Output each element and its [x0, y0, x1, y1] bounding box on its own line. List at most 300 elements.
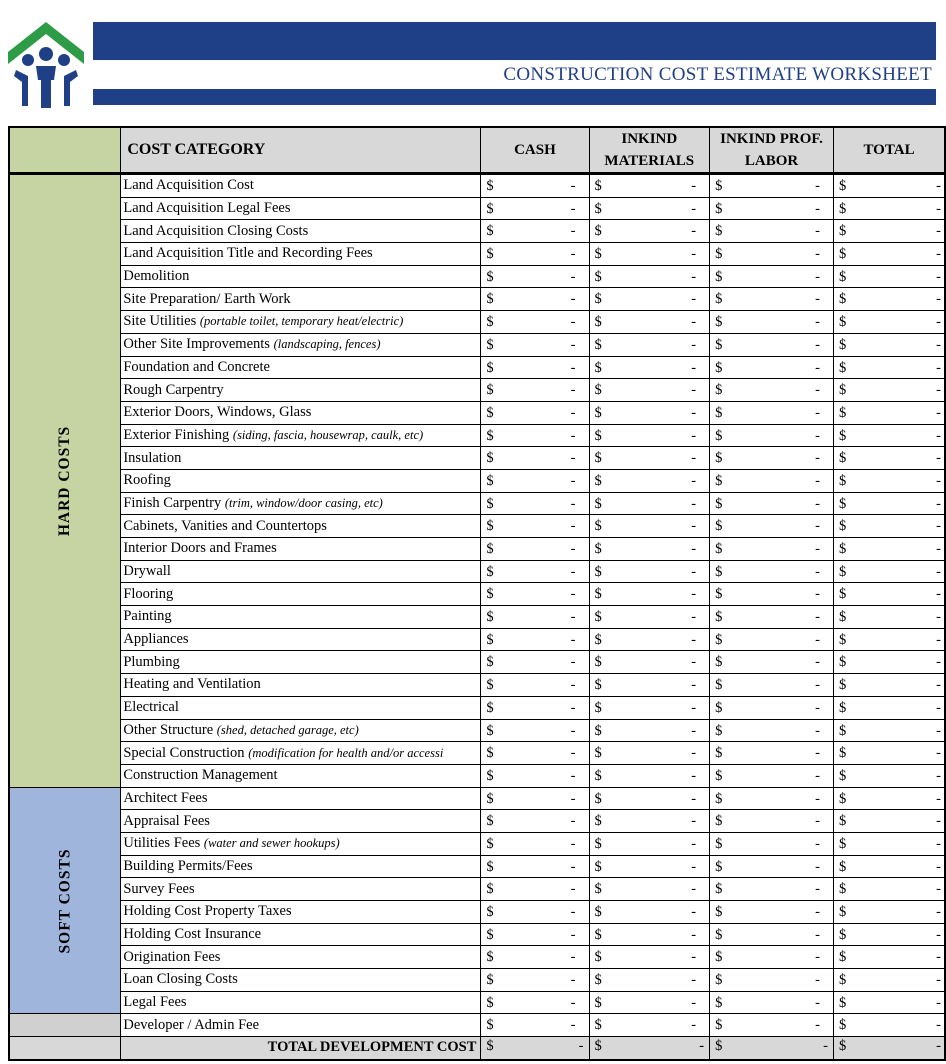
- inkind-labor-amount-cell[interactable]: [710, 764, 834, 787]
- inkind-materials-amount-cell[interactable]: [589, 810, 710, 833]
- inkind-labor-amount-cell[interactable]: [710, 197, 834, 220]
- cash-amount-cell[interactable]: [481, 674, 589, 697]
- total-amount-cell[interactable]: [834, 243, 945, 266]
- amount-value: -: [691, 631, 697, 648]
- currency-symbol: $: [839, 631, 847, 648]
- total-amount-cell[interactable]: [834, 855, 945, 878]
- inkind-labor-amount-cell[interactable]: [710, 651, 834, 674]
- cash-amount-cell[interactable]: [481, 265, 589, 288]
- inkind-materials-amount-cell[interactable]: [589, 969, 710, 992]
- inkind-labor-amount-cell[interactable]: [710, 288, 834, 311]
- inkind-labor-amount-cell[interactable]: [710, 311, 834, 334]
- inkind-materials-amount-cell[interactable]: [589, 288, 710, 311]
- amount-value: -: [936, 926, 941, 943]
- total-label: TOTAL DEVELOPMENT COST: [267, 1039, 477, 1056]
- cash-amount-cell[interactable]: [481, 447, 589, 470]
- inkind-labor-amount-cell[interactable]: [710, 969, 834, 992]
- amount-value: -: [570, 699, 576, 716]
- currency-symbol: $: [715, 858, 723, 875]
- amount-value: -: [936, 178, 941, 194]
- total-amount-cell[interactable]: [834, 742, 945, 765]
- amount-value: -: [815, 745, 821, 762]
- cost-category-label: Foundation and Concrete: [123, 358, 270, 375]
- inkind-labor-amount-cell[interactable]: [710, 719, 834, 742]
- inkind-materials-amount-cell[interactable]: [589, 174, 710, 198]
- total-amount-cell[interactable]: [834, 696, 945, 719]
- total-amount-cell[interactable]: [834, 265, 945, 288]
- currency-symbol: $: [594, 314, 602, 331]
- currency-symbol: $: [486, 404, 494, 421]
- amount-value: -: [936, 722, 941, 739]
- inkind-labor-amount-cell[interactable]: [710, 220, 834, 243]
- cost-category-label: Construction Management: [123, 767, 278, 784]
- total-amount-cell[interactable]: [834, 538, 945, 561]
- amount-value: -: [570, 563, 576, 580]
- amount-value: -: [570, 246, 576, 263]
- cash-amount-cell[interactable]: [481, 356, 589, 379]
- total-amount-cell[interactable]: [834, 832, 945, 855]
- currency-symbol: $: [594, 631, 602, 648]
- currency-symbol: $: [839, 745, 847, 762]
- amount-value: -: [570, 858, 576, 875]
- inkind-labor-amount-cell[interactable]: [710, 174, 834, 198]
- inkind-labor-amount-cell[interactable]: [710, 1037, 834, 1060]
- inkind-materials-amount-cell[interactable]: [589, 696, 710, 719]
- inkind-materials-amount-cell[interactable]: [589, 901, 710, 924]
- table-row: [9, 742, 945, 765]
- currency-symbol: $: [715, 178, 723, 194]
- inkind-materials-amount-cell[interactable]: [589, 742, 710, 765]
- total-amount-cell[interactable]: [834, 991, 945, 1014]
- cash-amount-cell[interactable]: [481, 515, 589, 538]
- currency-symbol: $: [486, 450, 494, 467]
- table-row: [9, 311, 945, 334]
- inkind-materials-amount-cell[interactable]: [589, 560, 710, 583]
- currency-symbol: $: [715, 427, 723, 444]
- cash-amount-cell[interactable]: [481, 333, 589, 356]
- total-amount-cell[interactable]: [834, 810, 945, 833]
- cost-category-cell: [121, 764, 481, 787]
- total-amount-cell[interactable]: [834, 606, 945, 629]
- total-amount-cell[interactable]: [834, 492, 945, 515]
- amount-value: -: [815, 881, 821, 898]
- inkind-materials-amount-cell[interactable]: [589, 401, 710, 424]
- inkind-labor-amount-cell[interactable]: [710, 333, 834, 356]
- inkind-materials-amount-cell[interactable]: [589, 787, 710, 810]
- currency-symbol: $: [486, 881, 494, 898]
- total-amount-cell[interactable]: [834, 923, 945, 946]
- inkind-materials-amount-cell[interactable]: [589, 538, 710, 561]
- currency-symbol: $: [594, 858, 602, 875]
- currency-symbol: $: [715, 745, 723, 762]
- currency-symbol: $: [594, 881, 602, 898]
- soft-costs-band: [9, 787, 121, 1014]
- inkind-materials-amount-cell[interactable]: [589, 628, 710, 651]
- inkind-labor-amount-cell[interactable]: [710, 265, 834, 288]
- total-amount-cell[interactable]: [834, 515, 945, 538]
- cost-category-label: Other Structure: [123, 721, 214, 738]
- cash-amount-cell[interactable]: [481, 424, 589, 447]
- amount-value: -: [936, 200, 941, 217]
- table-row: [9, 651, 945, 674]
- total-amount-cell[interactable]: [834, 311, 945, 334]
- cost-category-cell: [121, 901, 481, 924]
- cost-category-label: Loan Closing Costs: [123, 971, 238, 988]
- amount-value: -: [570, 178, 576, 194]
- amount-value: -: [815, 336, 821, 353]
- total-amount-cell[interactable]: [834, 356, 945, 379]
- inkind-materials-amount-cell[interactable]: [589, 583, 710, 606]
- total-amount-cell[interactable]: [834, 878, 945, 901]
- cost-category-cell: [121, 515, 481, 538]
- currency-symbol: $: [594, 246, 602, 263]
- total-amount-cell[interactable]: [834, 901, 945, 924]
- cash-amount-cell[interactable]: [481, 764, 589, 787]
- table-row: [9, 901, 945, 924]
- inkind-labor-amount-cell[interactable]: [710, 606, 834, 629]
- currency-symbol: $: [715, 518, 723, 535]
- currency-symbol: $: [839, 268, 847, 285]
- currency-symbol: $: [486, 223, 494, 240]
- amount-value: -: [570, 790, 576, 807]
- cost-category-label: Other Site Improvements: [123, 336, 270, 353]
- amount-value: -: [570, 200, 576, 217]
- inkind-labor-amount-cell[interactable]: [710, 878, 834, 901]
- cost-category-label: Land Acquisition Cost: [123, 177, 254, 194]
- inkind-labor-amount-cell[interactable]: [710, 379, 834, 402]
- inkind-materials-amount-cell[interactable]: [589, 674, 710, 697]
- inkind-labor-amount-cell[interactable]: [710, 515, 834, 538]
- amount-value: -: [691, 699, 697, 716]
- currency-symbol: $: [715, 541, 723, 557]
- inkind-labor-amount-cell[interactable]: [710, 243, 834, 266]
- cost-category-label: Painting: [123, 608, 172, 625]
- total-amount-cell[interactable]: [834, 969, 945, 992]
- inkind-materials-amount-cell[interactable]: [589, 243, 710, 266]
- amount-value: -: [815, 291, 821, 308]
- total-amount-cell[interactable]: [834, 1014, 945, 1037]
- currency-symbol: $: [486, 427, 494, 444]
- currency-symbol: $: [594, 472, 602, 489]
- currency-symbol: $: [594, 427, 602, 444]
- cost-category-label: Rough Carpentry: [123, 381, 224, 398]
- total-row-spacer: [9, 1037, 121, 1060]
- currency-symbol: $: [839, 972, 847, 989]
- inkind-materials-amount-cell[interactable]: [589, 606, 710, 629]
- currency-symbol: $: [486, 268, 494, 285]
- cash-amount-cell[interactable]: [481, 787, 589, 810]
- table-row: [9, 265, 945, 288]
- inkind-labor-amount-cell[interactable]: [710, 628, 834, 651]
- table-row: [9, 946, 945, 969]
- currency-symbol: $: [486, 1038, 494, 1055]
- cost-estimate-table: [8, 126, 946, 1061]
- currency-symbol: $: [594, 994, 602, 1011]
- cash-amount-cell[interactable]: [481, 560, 589, 583]
- inkind-materials-amount-cell[interactable]: [589, 469, 710, 492]
- cash-amount-cell[interactable]: [481, 197, 589, 220]
- total-amount-cell[interactable]: [834, 764, 945, 787]
- total-amount-cell[interactable]: [834, 197, 945, 220]
- column-header-inkind-labor-line1: INKIND PROF.: [720, 131, 823, 147]
- amount-value: -: [570, 677, 576, 694]
- amount-value: -: [691, 994, 697, 1011]
- header-band-top: [93, 22, 936, 60]
- amount-value: -: [936, 541, 941, 557]
- inkind-labor-amount-cell[interactable]: [710, 1014, 834, 1037]
- currency-symbol: $: [715, 1038, 723, 1055]
- cash-amount-cell[interactable]: [481, 832, 589, 855]
- total-amount-cell[interactable]: [834, 560, 945, 583]
- cost-category-cell: [121, 469, 481, 492]
- total-amount-cell[interactable]: [834, 946, 945, 969]
- page-title: CONSTRUCTION COST ESTIMATE WORKSHEET: [503, 64, 932, 85]
- cash-amount-cell[interactable]: [481, 288, 589, 311]
- amount-value: -: [936, 223, 941, 240]
- inkind-materials-amount-cell[interactable]: [589, 447, 710, 470]
- amount-value: -: [815, 904, 821, 920]
- total-amount-cell[interactable]: [834, 288, 945, 311]
- inkind-materials-amount-cell[interactable]: [589, 878, 710, 901]
- cost-category-label: Site Utilities: [123, 313, 197, 330]
- cash-amount-cell[interactable]: [481, 855, 589, 878]
- currency-symbol: $: [486, 336, 494, 353]
- total-amount-cell[interactable]: [834, 424, 945, 447]
- amount-value: -: [570, 268, 576, 285]
- section-band-corner: [9, 127, 121, 174]
- currency-symbol: $: [839, 904, 847, 920]
- amount-value: -: [815, 722, 821, 739]
- total-amount-cell[interactable]: [834, 674, 945, 697]
- cash-amount-cell[interactable]: [481, 923, 589, 946]
- cash-amount-cell[interactable]: [481, 243, 589, 266]
- cash-amount-cell[interactable]: [481, 1014, 589, 1037]
- total-amount-cell[interactable]: [834, 719, 945, 742]
- currency-symbol: $: [715, 631, 723, 648]
- currency-symbol: $: [486, 178, 494, 194]
- total-amount-cell[interactable]: [834, 333, 945, 356]
- inkind-materials-amount-cell[interactable]: [589, 832, 710, 855]
- inkind-materials-amount-cell[interactable]: [589, 379, 710, 402]
- amount-value: -: [570, 972, 576, 989]
- currency-symbol: $: [839, 994, 847, 1011]
- inkind-materials-amount-cell[interactable]: [589, 356, 710, 379]
- currency-symbol: $: [594, 722, 602, 739]
- cash-amount-cell[interactable]: [481, 651, 589, 674]
- cash-amount-cell[interactable]: [481, 401, 589, 424]
- inkind-labor-amount-cell[interactable]: [710, 991, 834, 1014]
- total-amount-cell[interactable]: [834, 379, 945, 402]
- inkind-labor-amount-cell[interactable]: [710, 742, 834, 765]
- inkind-materials-amount-cell[interactable]: [589, 197, 710, 220]
- inkind-labor-amount-cell[interactable]: [710, 401, 834, 424]
- currency-symbol: $: [486, 926, 494, 943]
- total-amount-cell[interactable]: [834, 469, 945, 492]
- inkind-materials-amount-cell[interactable]: [589, 719, 710, 742]
- other-costs-band: [9, 1014, 121, 1037]
- cash-amount-cell[interactable]: [481, 174, 589, 198]
- inkind-labor-amount-cell[interactable]: [710, 787, 834, 810]
- inkind-labor-amount-cell[interactable]: [710, 492, 834, 515]
- table-row: [9, 379, 945, 402]
- cash-amount-cell[interactable]: [481, 606, 589, 629]
- amount-value: -: [570, 495, 576, 512]
- amount-value: -: [936, 450, 941, 467]
- currency-symbol: $: [486, 200, 494, 217]
- inkind-labor-amount-cell[interactable]: [710, 810, 834, 833]
- amount-value: -: [815, 495, 821, 512]
- amount-value: -: [936, 858, 941, 875]
- cash-amount-cell[interactable]: [481, 696, 589, 719]
- amount-value: -: [936, 1017, 941, 1034]
- currency-symbol: $: [715, 881, 723, 898]
- cost-category-cell: [121, 923, 481, 946]
- currency-symbol: $: [839, 722, 847, 739]
- total-amount-cell[interactable]: [834, 174, 945, 198]
- cost-category-note: (modification for health and/or accessi: [248, 745, 444, 760]
- inkind-materials-amount-cell[interactable]: [589, 220, 710, 243]
- inkind-labor-amount-cell[interactable]: [710, 560, 834, 583]
- cash-amount-cell[interactable]: [481, 719, 589, 742]
- cash-amount-cell[interactable]: [481, 469, 589, 492]
- cash-amount-cell[interactable]: [481, 742, 589, 765]
- inkind-materials-amount-cell[interactable]: [589, 764, 710, 787]
- cash-amount-cell[interactable]: [481, 901, 589, 924]
- table-row: [9, 424, 945, 447]
- inkind-materials-amount-cell[interactable]: [589, 855, 710, 878]
- currency-symbol: $: [594, 790, 602, 807]
- amount-value: -: [691, 246, 697, 263]
- inkind-labor-amount-cell[interactable]: [710, 855, 834, 878]
- inkind-materials-amount-cell[interactable]: [589, 515, 710, 538]
- inkind-materials-amount-cell[interactable]: [589, 424, 710, 447]
- total-amount-cell[interactable]: [834, 583, 945, 606]
- total-amount-cell[interactable]: [834, 220, 945, 243]
- table-row: [9, 356, 945, 379]
- currency-symbol: $: [715, 268, 723, 285]
- currency-symbol: $: [839, 654, 847, 671]
- inkind-materials-amount-cell[interactable]: [589, 311, 710, 334]
- cost-category-label: Roofing: [123, 472, 171, 489]
- total-amount-cell[interactable]: [834, 401, 945, 424]
- cash-amount-cell[interactable]: [481, 628, 589, 651]
- inkind-materials-amount-cell[interactable]: [589, 991, 710, 1014]
- amount-value: -: [570, 745, 576, 762]
- inkind-labor-amount-cell[interactable]: [710, 469, 834, 492]
- inkind-labor-amount-cell[interactable]: [710, 583, 834, 606]
- amount-value: -: [691, 404, 697, 421]
- cash-amount-cell[interactable]: [481, 311, 589, 334]
- inkind-labor-amount-cell[interactable]: [710, 832, 834, 855]
- cash-amount-cell[interactable]: [481, 492, 589, 515]
- inkind-labor-amount-cell[interactable]: [710, 901, 834, 924]
- cash-amount-cell[interactable]: [481, 220, 589, 243]
- currency-symbol: $: [486, 813, 494, 830]
- inkind-materials-amount-cell[interactable]: [589, 1037, 710, 1060]
- cash-amount-cell[interactable]: [481, 1037, 589, 1060]
- cash-amount-cell[interactable]: [481, 810, 589, 833]
- currency-symbol: $: [715, 813, 723, 830]
- currency-symbol: $: [594, 223, 602, 240]
- amount-value: -: [815, 404, 821, 421]
- currency-symbol: $: [715, 200, 723, 217]
- cost-category-label: Survey Fees: [123, 880, 195, 897]
- total-amount-cell[interactable]: [834, 651, 945, 674]
- cash-amount-cell[interactable]: [481, 538, 589, 561]
- inkind-materials-amount-cell[interactable]: [589, 492, 710, 515]
- amount-value: -: [936, 790, 941, 807]
- total-amount-cell[interactable]: [834, 447, 945, 470]
- cost-category-cell: [121, 1014, 481, 1037]
- inkind-materials-amount-cell[interactable]: [589, 651, 710, 674]
- cash-amount-cell[interactable]: [481, 379, 589, 402]
- inkind-labor-amount-cell[interactable]: [710, 538, 834, 561]
- amount-value: -: [936, 677, 941, 694]
- amount-value: -: [815, 178, 821, 194]
- inkind-labor-amount-cell[interactable]: [710, 946, 834, 969]
- currency-symbol: $: [715, 926, 723, 943]
- amount-value: -: [815, 835, 821, 852]
- total-amount-cell[interactable]: [834, 1037, 945, 1060]
- amount-value: -: [815, 518, 821, 535]
- currency-symbol: $: [486, 904, 494, 920]
- inkind-labor-amount-cell[interactable]: [710, 424, 834, 447]
- amount-value: -: [691, 268, 697, 285]
- inkind-materials-amount-cell[interactable]: [589, 1014, 710, 1037]
- currency-symbol: $: [839, 314, 847, 331]
- amount-value: -: [936, 904, 941, 920]
- currency-symbol: $: [486, 790, 494, 807]
- currency-symbol: $: [839, 518, 847, 535]
- currency-symbol: $: [594, 268, 602, 285]
- cash-amount-cell[interactable]: [481, 969, 589, 992]
- cost-category-cell: [121, 243, 481, 266]
- amount-value: -: [936, 495, 941, 512]
- inkind-materials-amount-cell[interactable]: [589, 333, 710, 356]
- amount-value: -: [570, 586, 576, 603]
- cost-category-label: Land Acquisition Closing Costs: [123, 222, 309, 239]
- amount-value: -: [691, 677, 697, 694]
- cash-amount-cell[interactable]: [481, 991, 589, 1014]
- table-row: [9, 515, 945, 538]
- cost-category-label: Electrical: [123, 699, 179, 716]
- table-row: [9, 401, 945, 424]
- cost-category-cell: [121, 174, 481, 198]
- table-row: [9, 855, 945, 878]
- currency-symbol: $: [715, 972, 723, 989]
- currency-symbol: $: [594, 404, 602, 421]
- amount-value: -: [815, 609, 821, 626]
- inkind-labor-amount-cell[interactable]: [710, 923, 834, 946]
- inkind-materials-amount-cell[interactable]: [589, 946, 710, 969]
- amount-value: -: [815, 314, 821, 331]
- inkind-labor-amount-cell[interactable]: [710, 447, 834, 470]
- inkind-labor-amount-cell[interactable]: [710, 674, 834, 697]
- currency-symbol: $: [594, 586, 602, 603]
- cash-amount-cell[interactable]: [481, 946, 589, 969]
- inkind-labor-amount-cell[interactable]: [710, 356, 834, 379]
- cost-category-cell: [121, 651, 481, 674]
- total-amount-cell[interactable]: [834, 787, 945, 810]
- cash-amount-cell[interactable]: [481, 583, 589, 606]
- inkind-materials-amount-cell[interactable]: [589, 265, 710, 288]
- total-amount-cell[interactable]: [834, 628, 945, 651]
- amount-value: -: [815, 382, 821, 399]
- currency-symbol: $: [486, 631, 494, 648]
- inkind-materials-amount-cell[interactable]: [589, 923, 710, 946]
- inkind-labor-amount-cell[interactable]: [710, 696, 834, 719]
- cash-amount-cell[interactable]: [481, 878, 589, 901]
